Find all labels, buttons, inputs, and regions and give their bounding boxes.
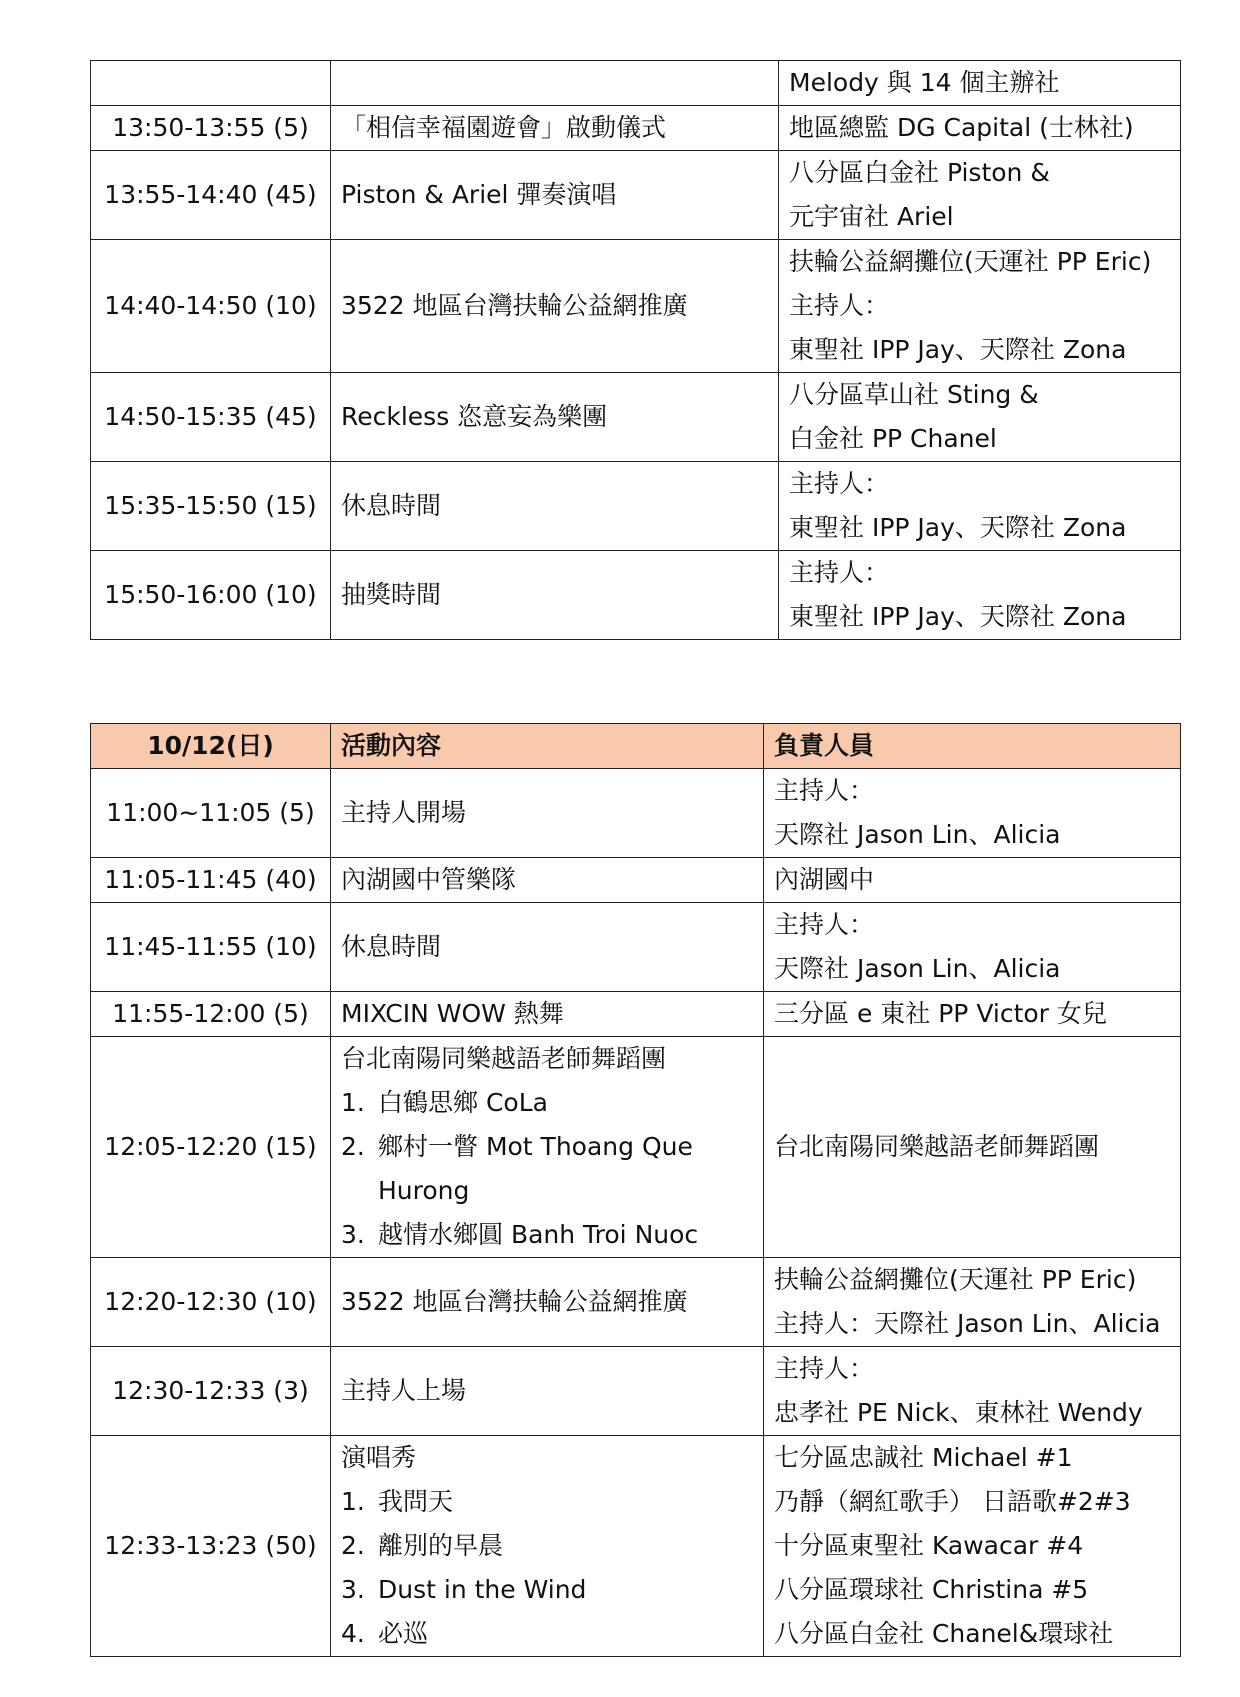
table-row [91,1258,1181,1347]
table-row [91,106,1181,151]
list-item-continuation: Hurong [378,1176,470,1205]
header-date: 10/12(日) [91,724,331,769]
time-cell: 15:50-16:00 (10) [91,551,331,640]
time-cell: 12:05-12:20 (15) [91,1037,331,1258]
list-item: 3. Dust in the Wind [341,1575,587,1604]
list-item: 2. 離別的早晨 [341,1531,504,1560]
time-cell: 13:50-13:55 (5) [91,106,331,151]
time-cell: 14:50-15:35 (45) [91,373,331,462]
schedule-table-1012 [90,723,1181,1657]
activity-cell [331,61,779,106]
schedule-table-body [91,61,1181,640]
activity-cell: 3522 地區台灣扶輪公益網推廣 [331,1258,764,1347]
activity-cell: 內湖國中管樂隊 [331,858,764,903]
staff-cell: 地區總監 DG Capital (士林社) [779,106,1181,151]
staff-cell: 主持人： 東聖社 IPP Jay、天際社 Zona [779,551,1181,640]
table-row [91,769,1181,858]
activity-cell: MIXCIN WOW 熱舞 [331,992,764,1037]
time-cell: 13:55-14:40 (45) [91,151,331,240]
table-row [91,992,1181,1037]
time-cell: 11:45-11:55 (10) [91,903,331,992]
staff-cell: 台北南陽同樂越語老師舞蹈團 [764,1037,1181,1258]
staff-cell: 三分區 e 東社 PP Victor 女兒 [764,992,1181,1037]
schedule-table-body [91,724,1181,1657]
list-item: 2. 鄉村一瞥 Mot Thoang Que [341,1132,693,1161]
table-row [91,151,1181,240]
activity-title: 演唱秀 [341,1443,417,1472]
time-cell: 11:55-12:00 (5) [91,992,331,1037]
staff-cell: 八分區白金社 Piston & 元宇宙社 Ariel [779,151,1181,240]
table-row [91,373,1181,462]
table-row [91,61,1181,106]
table-row [91,1436,1181,1657]
staff-cell: 主持人： 天際社 Jason Lin、Alicia [764,769,1181,858]
list-item: 4. 必巡 [341,1619,429,1648]
time-cell: 15:35-15:50 (15) [91,462,331,551]
staff-cell: 主持人： 忠孝社 PE Nick、東林社 Wendy [764,1347,1181,1436]
activity-cell: 休息時間 [331,462,779,551]
table-row [91,462,1181,551]
list-item: 3. 越情水鄉圓 Banh Troi Nuoc [341,1220,699,1249]
activity-cell [331,1037,764,1258]
schedule-table-continued [90,60,1181,640]
time-cell: 12:33-13:23 (50) [91,1436,331,1657]
table-row [91,858,1181,903]
staff-cell: 扶輪公益網攤位(天運社 PP Eric) 主持人：天際社 Jason Lin、Alicia [764,1258,1181,1347]
activity-title: 台北南陽同樂越語老師舞蹈團 [341,1044,667,1073]
activity-cell: 主持人上場 [331,1347,764,1436]
table-row [91,903,1181,992]
table-row [91,1347,1181,1436]
staff-cell: 內湖國中 [764,858,1181,903]
time-cell: 14:40-14:50 (10) [91,240,331,373]
staff-cell: 八分區草山社 Sting & 白金社 PP Chanel [779,373,1181,462]
staff-cell: 主持人： 天際社 Jason Lin、Alicia [764,903,1181,992]
table-header-row [91,724,1181,769]
staff-cell: 主持人： 東聖社 IPP Jay、天際社 Zona [779,462,1181,551]
activity-cell: 「相信幸福園遊會」啟動儀式 [331,106,779,151]
activity-cell: 抽獎時間 [331,551,779,640]
staff-cell: 扶輪公益網攤位(天運社 PP Eric) 主持人： 東聖社 IPP Jay、天際社 Zona [779,240,1181,373]
activity-cell [331,1436,764,1657]
table-row [91,240,1181,373]
list-item: 1. 我問天 [341,1487,454,1516]
header-activity: 活動內容 [331,724,764,769]
time-cell [91,61,331,106]
staff-cell: Melody 與 14 個主辦社 [779,61,1181,106]
activity-cell: 主持人開場 [331,769,764,858]
activity-cell: Piston & Ariel 彈奏演唱 [331,151,779,240]
time-cell: 11:00~11:05 (5) [91,769,331,858]
time-cell: 11:05-11:45 (40) [91,858,331,903]
activity-cell: Reckless 恣意妄為樂團 [331,373,779,462]
activity-cell: 休息時間 [331,903,764,992]
time-cell: 12:20-12:30 (10) [91,1258,331,1347]
staff-cell: 七分區忠誠社 Michael #1 乃靜（網紅歌手） 日語歌#2#3 十分區東聖社 Kawacar #4 八分區環球社 Christina #5 八分區白金社 Chanel&環球社 [764,1436,1181,1657]
activity-cell: 3522 地區台灣扶輪公益網推廣 [331,240,779,373]
time-cell: 12:30-12:33 (3) [91,1347,331,1436]
table-row [91,1037,1181,1258]
header-staff: 負責人員 [764,724,1181,769]
table-row [91,551,1181,640]
list-item: 1. 白鶴思鄉 CoLa [341,1088,548,1117]
